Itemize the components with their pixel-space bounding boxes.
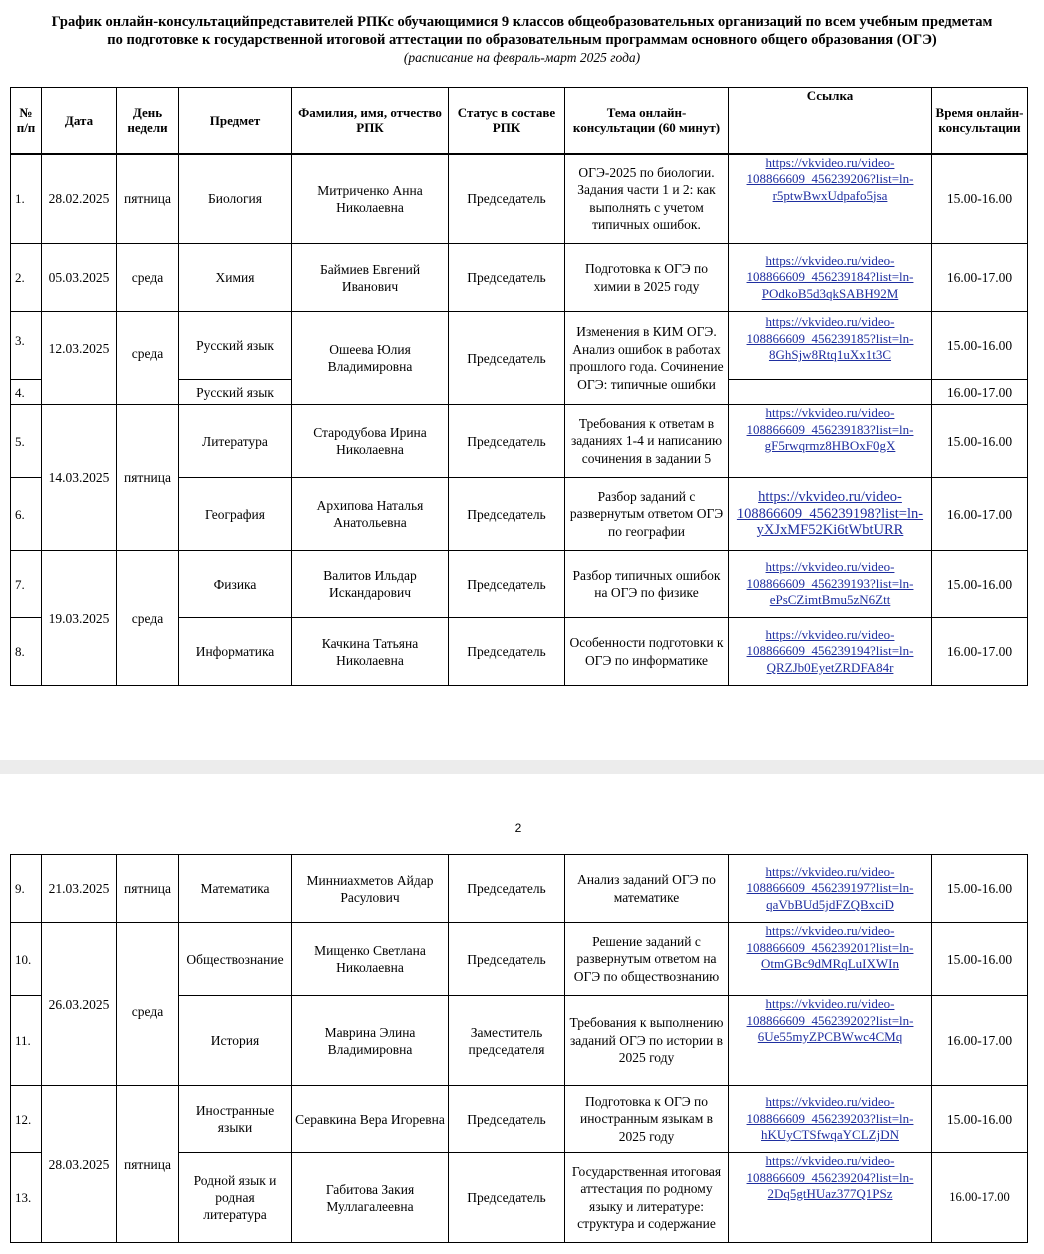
row-link-cell — [729, 1153, 932, 1243]
row-status: Председатель — [449, 923, 565, 996]
row-topic: Особенности подготовки к ОГЭ по информатике — [565, 618, 729, 686]
row-date: 05.03.2025 — [42, 244, 117, 312]
header-date: Дата — [42, 88, 117, 154]
row-name: Маврина Элина Владимировна — [292, 996, 449, 1086]
consultation-link[interactable]: https://vkvideo.ru/video-108866609_456239203?list=ln-hKUyCTSfwqaYCLZjDN — [746, 1094, 914, 1143]
row-subject: Биология — [179, 154, 292, 244]
row-time: 15.00-16.00 — [932, 312, 1028, 380]
row-topic: Разбор типичных ошибок на ОГЭ по физике — [565, 551, 729, 618]
table-row — [11, 1086, 1028, 1153]
row-num: 11. — [11, 996, 42, 1086]
row-time: 16.00-17.00 — [932, 478, 1028, 551]
row-weekday: среда — [117, 551, 179, 686]
row-status: Председатель — [449, 1153, 565, 1243]
row-subject: Информатика — [179, 618, 292, 686]
consultation-link[interactable]: https://vkvideo.ru/video-108866609_456239184?list=ln-POdkoB5d3qkSABH92M — [746, 252, 914, 301]
row-num: 3. — [11, 312, 42, 380]
row-link-cell — [729, 618, 932, 686]
title-line-1: График онлайн-консультацийпредставителей РПКс обучающимися 9 классов общеобразовательных организаций по всем учебным предметам — [51, 14, 993, 30]
row-num: 12. — [11, 1086, 42, 1153]
header-name: Фамилия, имя, отчество РПК — [292, 88, 449, 154]
consultation-link[interactable]: https://vkvideo.ru/video-108866609_456239185?list=ln-8GhSjw8Rtq1uXx1t3C — [746, 314, 914, 362]
row-weekday: пятница — [117, 855, 179, 923]
consultation-link[interactable]: https://vkvideo.ru/video-108866609_456239198?list=ln-yXJxMF52Ki6tWbtURR — [736, 489, 924, 539]
row-name: Стародубова Ирина Николаевна — [292, 405, 449, 478]
row-name: Баймиев Евгений Иванович — [292, 244, 449, 312]
row-topic: Государственная итоговая аттестация по родному языку и литературе: структура и содержание — [565, 1153, 729, 1243]
consultation-link[interactable]: https://vkvideo.ru/video-108866609_456239183?list=ln-gF5rwqrmz8HBOxF0gX — [746, 405, 914, 453]
row-status: Председатель — [449, 244, 565, 312]
row-num: 6. — [11, 478, 42, 551]
row-subject: Физика — [179, 551, 292, 618]
table-row — [11, 923, 1028, 996]
row-topic: Изменения в КИМ ОГЭ. Анализ ошибок в работах прошлого года. Сочинение ОГЭ: типичные ошибки — [565, 312, 729, 405]
row-name: Качкина Татьяна Николаевна — [292, 618, 449, 686]
row-date: 21.03.2025 — [42, 855, 117, 923]
row-status: Председатель — [449, 478, 565, 551]
row-subject: История — [179, 996, 292, 1086]
table-row — [11, 855, 1028, 923]
row-time: 15.00-16.00 — [932, 551, 1028, 618]
header-link: Ссылка — [729, 88, 932, 154]
row-time: 15.00-16.00 — [932, 855, 1028, 923]
row-topic: Анализ заданий ОГЭ по математике — [565, 855, 729, 923]
row-link-cell — [729, 923, 932, 996]
row-topic: ОГЭ-2025 по биологии. Задания части 1 и 2: как выполнять с учетом типичных ошибок. — [565, 154, 729, 244]
row-link-cell — [729, 405, 932, 478]
row-name: Габитова Закия Муллагалеевна — [292, 1153, 449, 1243]
row-num: 13. — [11, 1153, 42, 1243]
row-link-cell — [729, 478, 932, 551]
row-status: Председатель — [449, 405, 565, 478]
row-num: 1. — [11, 154, 42, 244]
row-link-cell — [729, 154, 932, 244]
document-title — [0, 13, 1044, 67]
row-date: 28.03.2025 — [42, 1086, 117, 1243]
page-2 — [0, 774, 1044, 1254]
row-num: 8. — [11, 618, 42, 686]
consultation-link[interactable]: https://vkvideo.ru/video-108866609_456239201?list=ln-OtmGBc9dMRqLuIXWIn — [746, 923, 914, 971]
consultation-link[interactable]: https://vkvideo.ru/video-108866609_456239202?list=ln-6Ue55myZPCBWwc4CMq — [746, 996, 914, 1044]
row-topic: Подготовка к ОГЭ по иностранным языкам в 2025 году — [565, 1086, 729, 1153]
row-time: 16.00-17.00 — [932, 380, 1028, 405]
row-name: Серавкина Вера Игоревна — [292, 1086, 449, 1153]
row-subject: Обществознание — [179, 923, 292, 996]
row-status: Председатель — [449, 551, 565, 618]
consultation-link[interactable]: https://vkvideo.ru/video-108866609_456239206?list=ln-r5ptwBwxUdpafo5jsa — [746, 154, 914, 203]
row-subject: Литература — [179, 405, 292, 478]
row-date: 14.03.2025 — [42, 405, 117, 551]
table-header-row — [11, 88, 1028, 154]
row-name: Архипова Наталья Анатольевна — [292, 478, 449, 551]
header-num: № п/п — [11, 88, 42, 154]
row-topic: Требования к выполнению заданий ОГЭ по истории в 2025 году — [565, 996, 729, 1086]
row-date: 26.03.2025 — [42, 923, 117, 1086]
row-name: Ошеева Юлия Владимировна — [292, 312, 449, 405]
header-time: Время онлайн-консультации — [932, 88, 1028, 154]
row-date: 19.03.2025 — [42, 551, 117, 686]
table-row — [11, 244, 1028, 312]
row-link-cell — [729, 551, 932, 618]
row-date: 28.02.2025 — [42, 154, 117, 244]
row-link-cell-empty — [729, 380, 932, 405]
row-weekday: пятница — [117, 1086, 179, 1243]
row-topic: Решение заданий с развернутым ответом на ОГЭ по обществознанию — [565, 923, 729, 996]
row-time: 16.00-17.00 — [932, 1153, 1028, 1243]
row-time: 15.00-16.00 — [932, 1086, 1028, 1153]
row-weekday: среда — [117, 312, 179, 405]
consultation-link[interactable]: https://vkvideo.ru/video-108866609_456239194?list=ln-QRZJb0EyetZRDFA84r — [746, 626, 914, 675]
row-weekday: среда — [117, 244, 179, 312]
row-time: 16.00-17.00 — [932, 618, 1028, 686]
page-number: 2 — [514, 821, 522, 835]
row-weekday: пятница — [117, 154, 179, 244]
row-weekday: среда — [117, 923, 179, 1086]
row-status: Председатель — [449, 312, 565, 405]
row-link-cell — [729, 996, 932, 1086]
row-status: Председатель — [449, 618, 565, 686]
row-num: 7. — [11, 551, 42, 618]
header-weekday: День недели — [117, 88, 179, 154]
row-subject: Химия — [179, 244, 292, 312]
consultation-link[interactable]: https://vkvideo.ru/video-108866609_456239197?list=ln-qaVbBUd5jdFZQBxciD — [746, 863, 914, 912]
row-date: 12.03.2025 — [42, 312, 117, 405]
header-subject: Предмет — [179, 88, 292, 154]
table-row — [11, 551, 1028, 618]
schedule-table-page-2 — [10, 854, 1028, 1243]
row-status: Председатель — [449, 154, 565, 244]
row-subject: Русский язык — [179, 312, 292, 380]
title-line-2: по подготовке к государственной итоговой аттестации по образовательным программам основного общего образования (ОГЭ) — [107, 32, 937, 48]
row-link-cell — [729, 244, 932, 312]
row-num: 5. — [11, 405, 42, 478]
table-row — [11, 405, 1028, 478]
row-link-cell — [729, 855, 932, 923]
table-row — [11, 154, 1028, 244]
row-status: Председатель — [449, 855, 565, 923]
consultation-link[interactable]: https://vkvideo.ru/video-108866609_456239204?list=ln-2Dq5gtHUaz377Q1PSz — [746, 1153, 914, 1201]
table-row — [11, 312, 1028, 380]
row-subject: Русский язык — [179, 380, 292, 405]
row-subject: Математика — [179, 855, 292, 923]
row-topic: Разбор заданий с развернутым ответом ОГЭ по географии — [565, 478, 729, 551]
row-link-cell — [729, 312, 932, 380]
row-topic: Требования к ответам в заданиях 1-4 и написанию сочинения в задании 5 — [565, 405, 729, 478]
row-status: Председатель — [449, 1086, 565, 1153]
header-status: Статус в составе РПК — [449, 88, 565, 154]
row-time: 15.00-16.00 — [932, 154, 1028, 244]
header-topic: Тема онлайн-консультации (60 минут) — [565, 88, 729, 154]
row-num: 9. — [11, 855, 42, 923]
row-subject: Родной язык и родная литература — [179, 1153, 292, 1243]
row-name: Валитов Ильдар Искандарович — [292, 551, 449, 618]
row-time: 16.00-17.00 — [932, 996, 1028, 1086]
row-num: 10. — [11, 923, 42, 996]
consultation-link[interactable]: https://vkvideo.ru/video-108866609_456239193?list=ln-ePsCZimtBmu5zN6Ztt — [746, 559, 914, 608]
row-num: 4. — [11, 380, 42, 405]
title-subtitle: (расписание на февраль-март 2025 года) — [403, 50, 641, 65]
page-break — [0, 760, 1044, 774]
row-time: 15.00-16.00 — [932, 923, 1028, 996]
row-link-cell — [729, 1086, 932, 1153]
schedule-table-page-1 — [10, 87, 1028, 686]
row-subject: Иностранные языки — [179, 1086, 292, 1153]
row-time: 15.00-16.00 — [932, 405, 1028, 478]
row-name: Митриченко Анна Николаевна — [292, 154, 449, 244]
row-topic: Подготовка к ОГЭ по химии в 2025 году — [565, 244, 729, 312]
row-num: 2. — [11, 244, 42, 312]
row-name: Минниахметов Айдар Расулович — [292, 855, 449, 923]
row-status: Заместитель председателя — [449, 996, 565, 1086]
row-name: Мищенко Светлана Николаевна — [292, 923, 449, 996]
row-subject: География — [179, 478, 292, 551]
row-weekday: пятница — [117, 405, 179, 551]
row-time: 16.00-17.00 — [932, 244, 1028, 312]
